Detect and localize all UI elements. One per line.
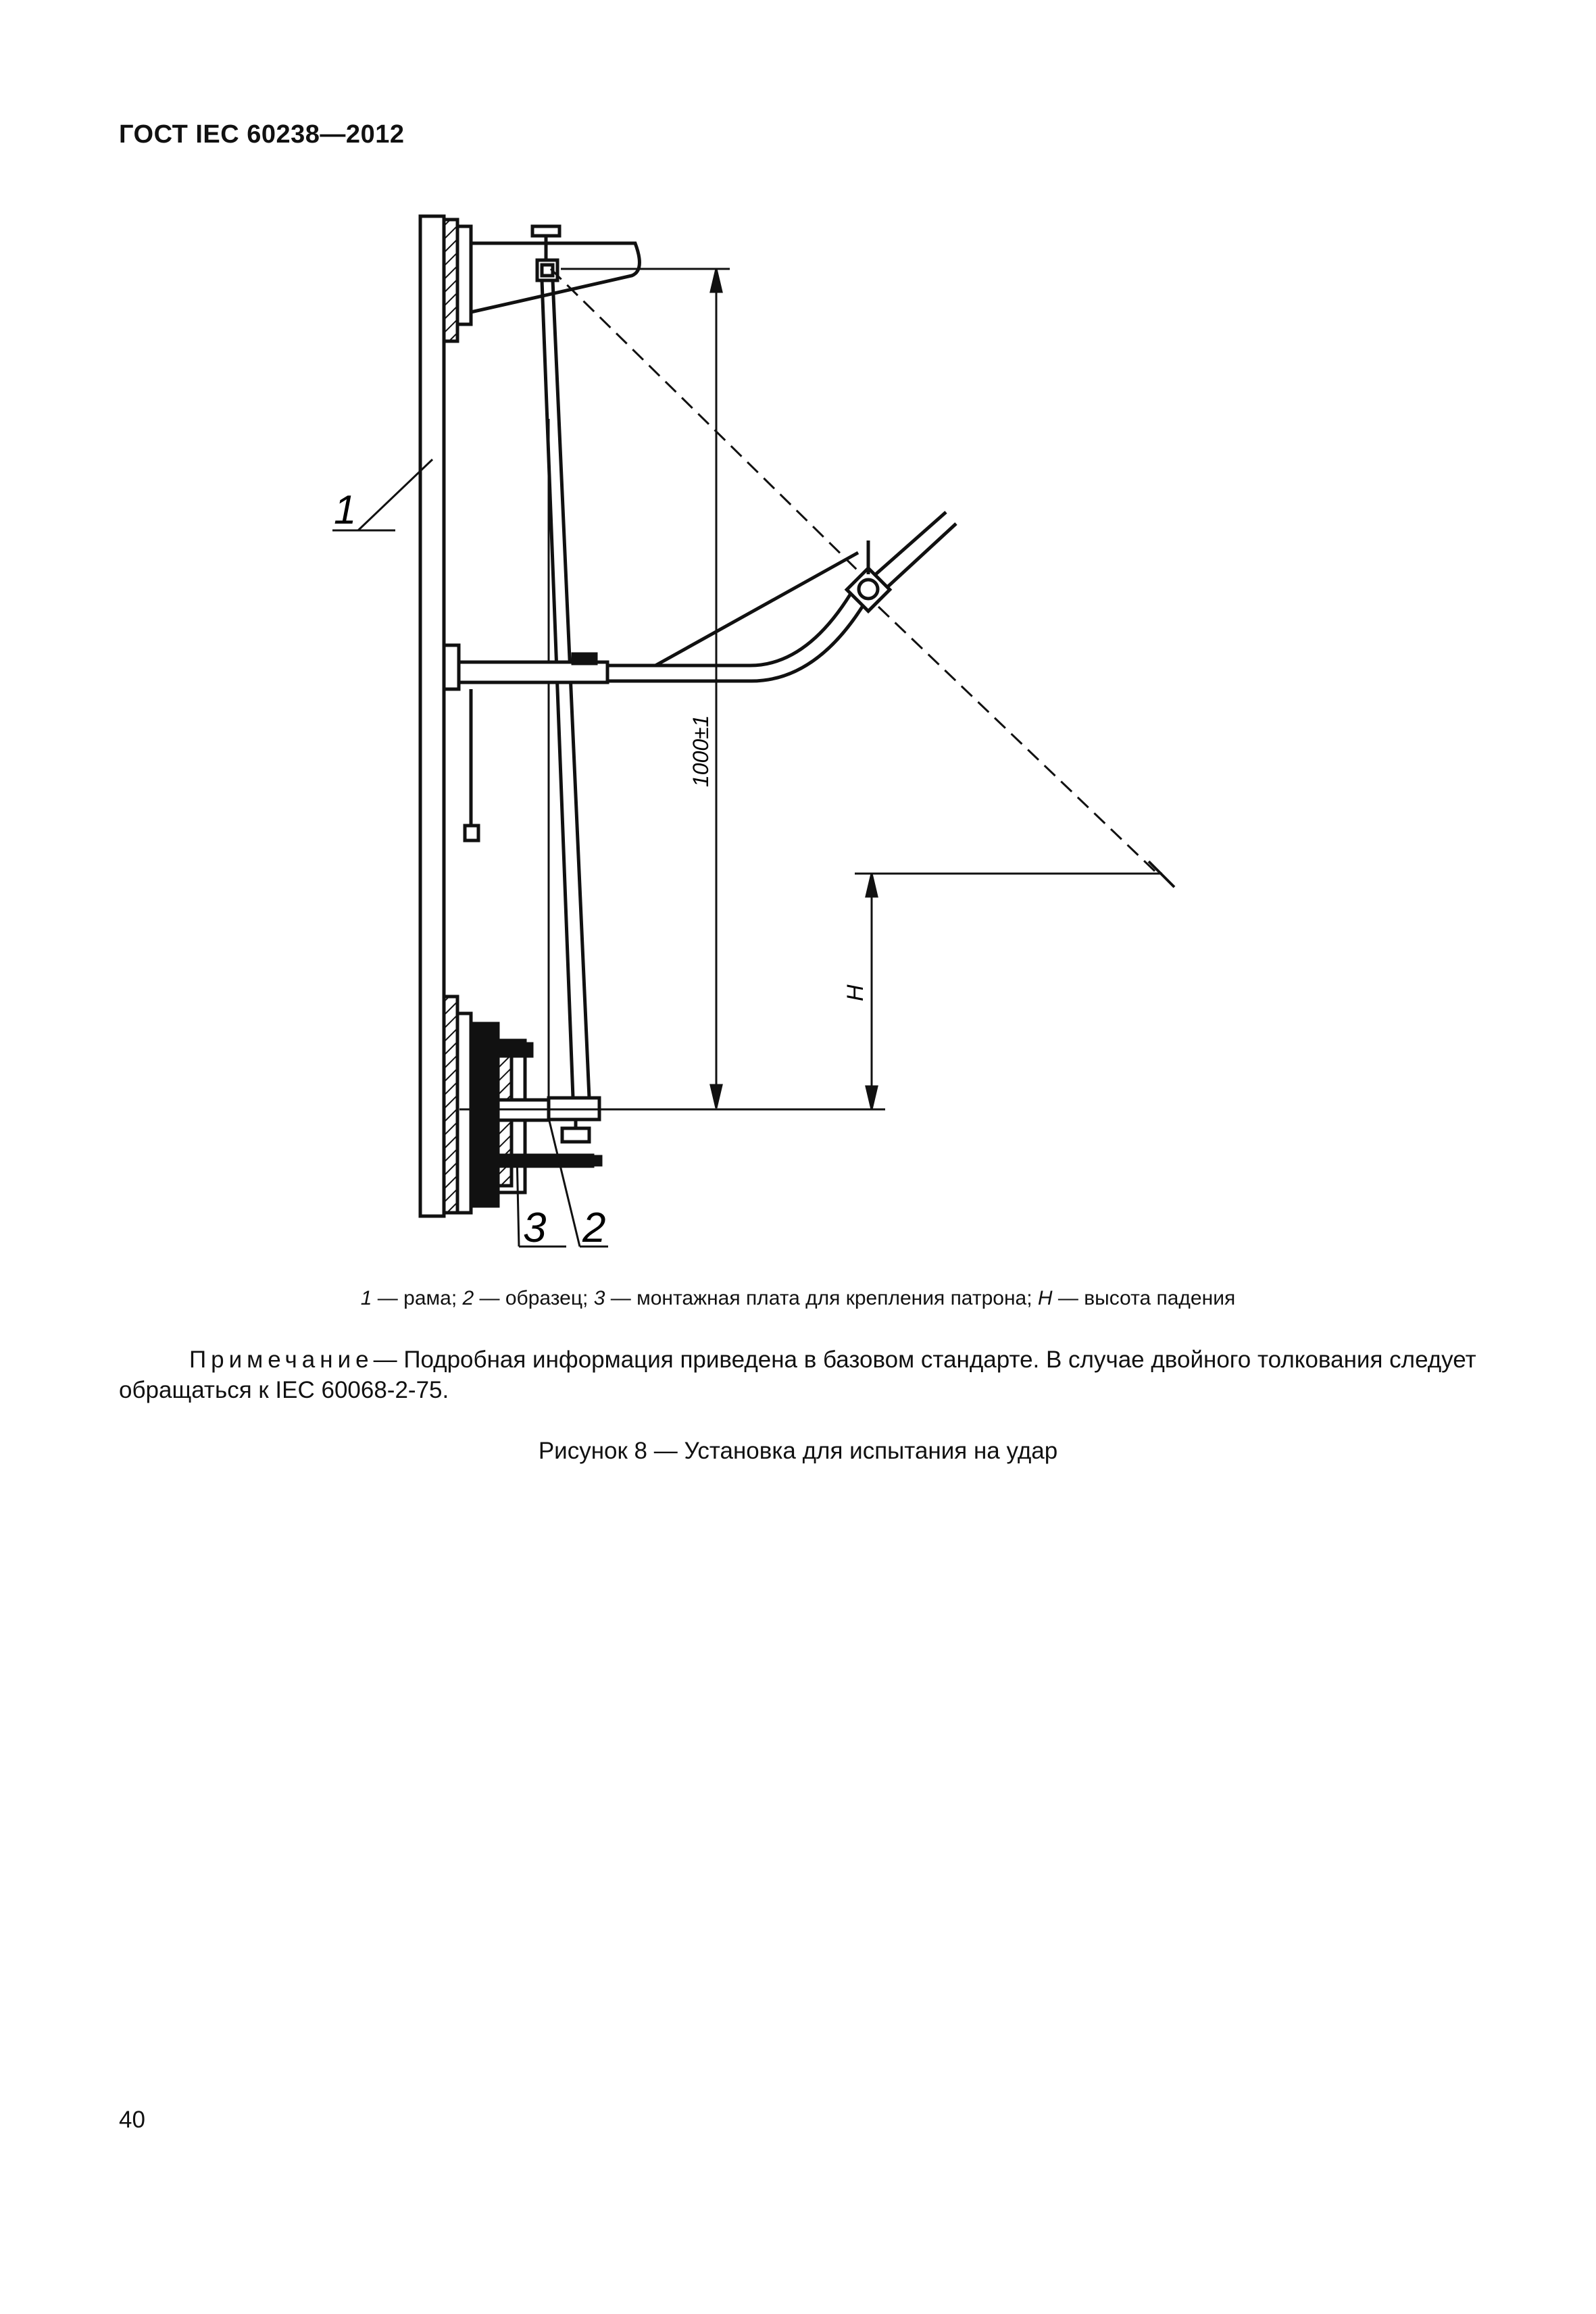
frame-bar (420, 216, 444, 1216)
callout-2: 2 (582, 1205, 606, 1251)
frame-hatch-top (444, 220, 457, 341)
document-code: ГОСТ IEC 60238—2012 (119, 120, 405, 149)
note-paragraph (119, 1344, 1477, 1405)
legend-num-1: 1 (360, 1287, 372, 1309)
page-number: 40 (119, 2107, 145, 2133)
legend-text-2: — образец; (474, 1287, 594, 1309)
note-text: — Подробная информация приведена в базовом стандарте. В случае двойного толкования следует обращаться к IEC 60068-2-75. (119, 1347, 1476, 1403)
note-lead: Примечание (189, 1347, 374, 1373)
legend-text-h: — высота падения (1052, 1287, 1236, 1309)
callout-3: 3 (523, 1205, 547, 1251)
callout-1: 1 (334, 487, 357, 532)
legend-text-1: — рама; (372, 1287, 463, 1309)
figure-title: Рисунок 8 — Установка для испытания на удар (538, 1438, 1058, 1464)
legend-text-3: — монтажная плата для крепления патрона; (605, 1287, 1038, 1309)
legend-num-2: 2 (462, 1287, 474, 1309)
figure-legend (0, 1287, 1596, 1310)
dimension-1000-label: 1000±1 (689, 715, 713, 787)
frame-hatch-bottom (444, 997, 457, 1213)
legend-num-3: 3 (593, 1287, 605, 1309)
legend-num-h: H (1037, 1287, 1053, 1309)
dimension-h-label: H (843, 984, 868, 1001)
